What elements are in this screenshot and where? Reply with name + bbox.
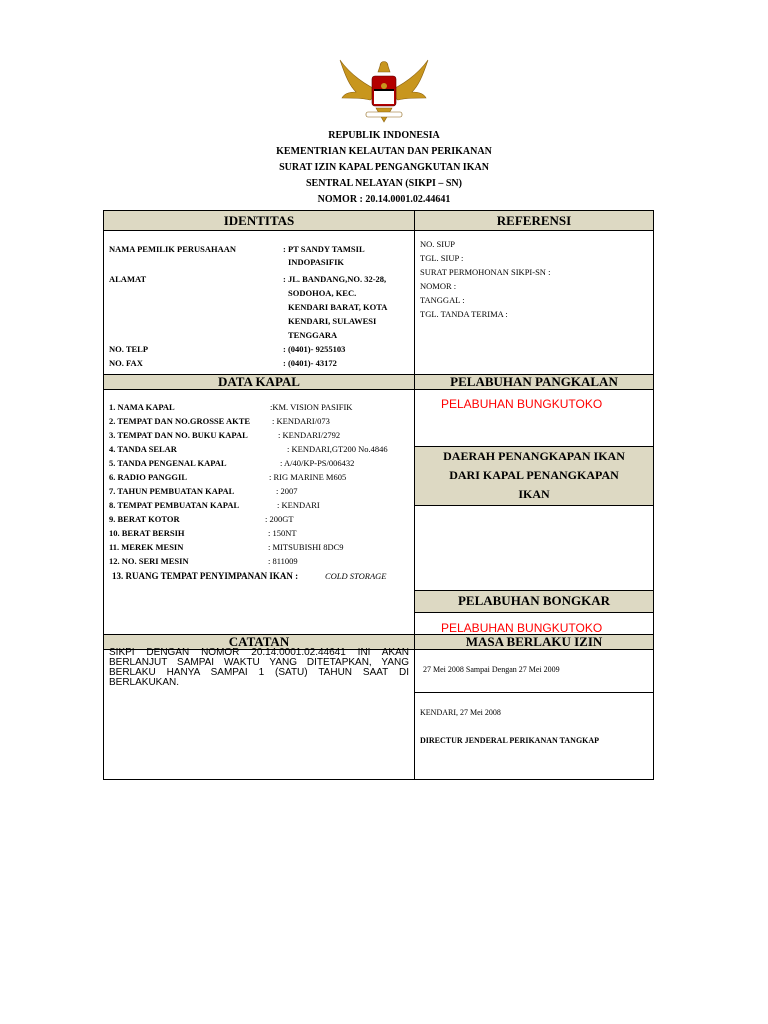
kapal-item-label: 10. BERAT BERSIH (109, 528, 185, 538)
kapal-item-value: : A/40/KP-PS/006432 (280, 458, 355, 468)
alamat-value-2: SODOHOA, KEC. (288, 288, 357, 298)
kapal-item-label: 1. NAMA KAPAL (109, 402, 175, 412)
fax-label: NO. FAX (109, 358, 143, 368)
pelabuhan-pangkalan-header: PELABUHAN PANGKALAN (415, 375, 653, 389)
kapal-item-value: : KENDARI/073 (272, 416, 330, 426)
header-line-3: SURAT IZIN KAPAL PENGANGKUTAN IKAN (279, 162, 489, 173)
kapal-item-label: 2. TEMPAT DAN NO.GROSSE AKTE (109, 416, 251, 426)
document-number: NOMOR : 20.14.0001.02.44641 (317, 194, 451, 205)
referensi-line: NO. SIUP (420, 239, 455, 249)
telp-label: NO. TELP (109, 344, 149, 354)
referensi-header: REFERENSI (415, 211, 653, 230)
kapal-item-13-value: COLD STORAGE (325, 571, 387, 581)
kapal-item-value: : KENDARI/2792 (278, 430, 341, 440)
identitas-header: IDENTITAS (104, 211, 414, 230)
kapal-item-value: :KM. VISION PASIFIK (270, 402, 353, 412)
data-kapal-header: DATA KAPAL (104, 375, 414, 389)
referensi-line: NOMOR : (420, 281, 457, 291)
kapal-item-label: 9. BERAT KOTOR (109, 514, 180, 524)
garuda-emblem (336, 56, 432, 124)
kapal-item-value: : 2007 (276, 486, 298, 496)
catatan-header: CATATAN (104, 635, 414, 649)
kapal-item-value: : KENDARI,GT200 No.4846 (287, 444, 388, 454)
catatan-text: SIKPI DENGAN NOMOR 20.14.0001.02.44641 INI AKAN BERLANJUT SAMPAI WAKTU YANG DITETAPKAN, YANG BERLAKU HANYA SAMPAI 1 (SATU) TAHUN SAAT DI BERLAKUKAN. (109, 647, 409, 688)
daerah-title-3: IKAN (518, 487, 550, 501)
alamat-value-3: KENDARI BARAT, KOTA (288, 302, 388, 312)
kapal-item-label: 7. TAHUN PEMBUATAN KAPAL (109, 486, 235, 496)
fax-value: : (0401)- 43172 (283, 358, 337, 368)
nama-pemilik-label: NAMA PEMILIK PERUSAHAAN (109, 244, 237, 254)
kapal-item-value: : 811009 (268, 556, 298, 566)
referensi-list (420, 237, 550, 321)
kapal-item-value: : KENDARI (277, 500, 320, 510)
daerah-penangkapan-header (415, 447, 653, 505)
daerah-title-1: DAERAH PENANGKAPAN IKAN (443, 449, 625, 463)
telp-value: : (0401)- 9255103 (283, 344, 346, 354)
signature-place-date: KENDARI, 27 Mei 2008 (420, 708, 501, 717)
header-line-4: SENTRAL NELAYAN (SIKPI – SN) (306, 178, 462, 189)
kapal-item-label: 11. MEREK MESIN (109, 542, 184, 552)
kapal-item-13-label: 13. RUANG TEMPAT PENYIMPANAN IKAN : (112, 571, 299, 581)
referensi-line: TGL. TANDA TERIMA : (420, 309, 508, 319)
daerah-title-2: DARI KAPAL PENANGKAPAN (449, 468, 619, 482)
kapal-item-label: 6. RADIO PANGGIL (109, 472, 187, 482)
referensi-line: TGL. SIUP : (420, 253, 464, 263)
signature-official: DIRECTUR JENDERAL PERIKANAN TANGKAP (420, 736, 600, 745)
kapal-item-label: 8. TEMPAT PEMBUATAN KAPAL (109, 500, 240, 510)
kapal-item-value: : 200GT (265, 514, 294, 524)
kapal-item-value: : 150NT (268, 528, 297, 538)
masa-berlaku-value: 27 Mei 2008 Sampai Dengan 27 Mei 2009 (423, 665, 560, 674)
kapal-item-value: : MITSUBISHI 8DC9 (268, 542, 344, 552)
pelabuhan-pangkalan-value: PELABUHAN BUNGKUTOKO (441, 397, 603, 411)
kapal-item-value: : RIG MARINE M605 (269, 472, 347, 482)
alamat-value-4: KENDARI, SULAWESI (288, 316, 377, 326)
kapal-item-label: 3. TEMPAT DAN NO. BUKU KAPAL (109, 430, 248, 440)
referensi-line: SURAT PERMOHONAN SIKPI-SN : (420, 267, 551, 277)
alamat-value-5: TENGGARA (288, 330, 338, 340)
masa-berlaku-header: MASA BERLAKU IZIN (415, 635, 653, 649)
alamat-value-1: : JL. BANDANG,NO. 32-28, (283, 274, 387, 284)
nama-pemilik-value: : PT SANDY TAMSIL (283, 244, 365, 254)
header-line-1: REPUBLIK INDONESIA (328, 130, 440, 141)
pelabuhan-bongkar-value: PELABUHAN BUNGKUTOKO (441, 621, 603, 635)
alamat-label: ALAMAT (109, 274, 147, 284)
nama-pemilik-value-2: INDOPASIFIK (288, 257, 345, 267)
kapal-item-label: 12. NO. SERI MESIN (109, 556, 189, 566)
pelabuhan-bongkar-header: PELABUHAN BONGKAR (415, 591, 653, 612)
header-line-2: KEMENTRIAN KELAUTAN DAN PERIKANAN (276, 146, 492, 157)
kapal-item-label: 4. TANDA SELAR (109, 444, 177, 454)
referensi-line: TANGGAL : (420, 295, 465, 305)
kapal-item-label: 5. TANDA PENGENAL KAPAL (109, 458, 227, 468)
